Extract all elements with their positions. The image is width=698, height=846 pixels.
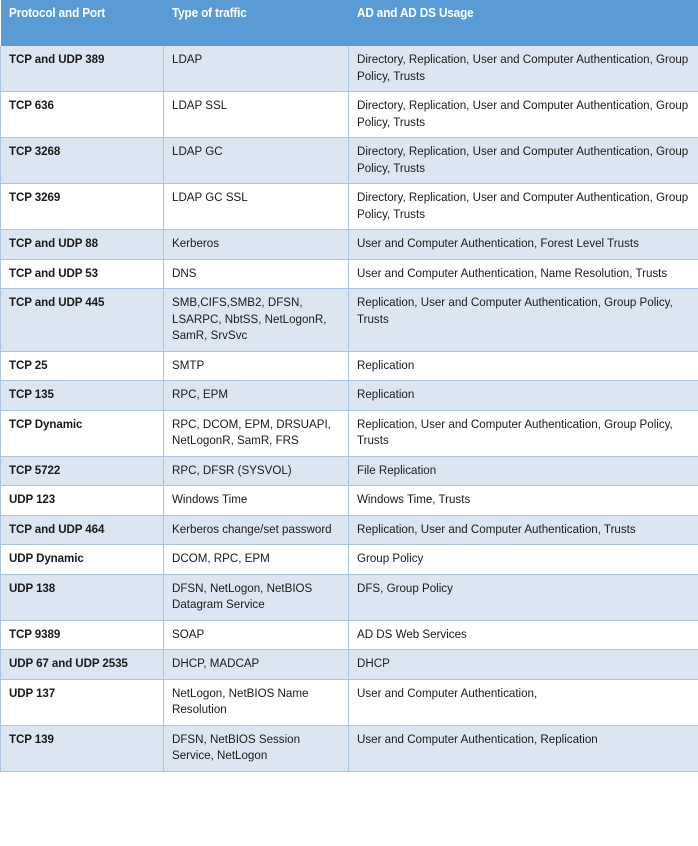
cell-protocol-and-port-text: TCP 636 [9,98,54,112]
cell-ad-usage-text: User and Computer Authentication, Replication [357,731,598,746]
cell-ad-usage [349,574,698,620]
cell-type-of-traffic-text: LDAP GC [172,144,223,158]
cell-protocol-and-port [1,620,164,650]
cell-type-of-traffic [164,574,349,620]
cell-type-of-traffic [164,351,349,381]
cell-type-of-traffic-text: DNS [172,265,197,280]
cell-ad-usage-text: User and Computer Authentication, Forest Level Trusts [357,236,639,250]
column-header-protocol-and-port: Protocol and Port [1,0,164,46]
table-row [1,381,698,411]
cell-protocol-and-port-text: TCP 5722 [9,462,61,477]
cell-protocol-and-port [1,410,164,456]
table-row [1,679,698,725]
cell-ad-usage [349,456,698,486]
cell-type-of-traffic [164,184,349,230]
cell-ad-usage [349,184,698,230]
cell-ad-usage [349,679,698,725]
cell-protocol-and-port-text: UDP 137 [9,685,56,700]
table-row [1,515,698,545]
table-header-row [1,0,698,46]
cell-type-of-traffic [164,620,349,650]
cell-ad-usage-text: Directory, Replication, User and Computer Authentication, Group Policy, Trusts [357,190,689,221]
cell-type-of-traffic [164,259,349,289]
cell-type-of-traffic [164,289,349,352]
cell-ad-usage [349,725,698,771]
table-row [1,92,698,138]
cell-ad-usage-text: Replication, User and Computer Authentication, Group Policy, Trusts [357,295,673,326]
cell-protocol-and-port-text: TCP 3269 [9,190,61,204]
cell-protocol-and-port [1,381,164,411]
cell-ad-usage-text: User and Computer Authentication, [357,685,538,700]
cell-protocol-and-port-text: TCP and UDP 88 [9,236,98,250]
cell-type-of-traffic-text: Windows Time [172,492,248,506]
cell-ad-usage-text: AD DS Web Services [357,626,467,641]
table-row [1,259,698,289]
cell-ad-usage-text: Replication [357,387,415,401]
cell-ad-usage-text: Replication, User and Computer Authentication, Trusts [357,521,636,536]
cell-type-of-traffic [164,230,349,260]
cell-ad-usage [349,545,698,575]
cell-type-of-traffic [164,515,349,545]
cell-protocol-and-port-text: TCP 135 [9,387,54,401]
cell-ad-usage-text: Group Policy [357,551,424,565]
cell-type-of-traffic-text: Kerberos change/set password [172,521,332,536]
cell-type-of-traffic [164,545,349,575]
cell-protocol-and-port-text: TCP 3268 [9,144,61,158]
cell-ad-usage-text: DFS, Group Policy [357,580,453,595]
cell-ad-usage-text: Windows Time, Trusts [357,492,471,506]
cell-protocol-and-port-text: UDP 67 and UDP 2535 [9,656,128,670]
cell-protocol-and-port [1,515,164,545]
cell-protocol-and-port-text: TCP 139 [9,731,54,746]
cell-ad-usage [349,289,698,352]
cell-type-of-traffic-text: NetLogon, NetBIOS Name Resolution [172,685,309,716]
cell-type-of-traffic [164,679,349,725]
cell-ad-usage-text: Replication [357,357,415,372]
cell-type-of-traffic-text: SMB,CIFS,SMB2, DFSN, LSARPC, NbtSS, NetLogonR, SamR, SrvSvc [172,295,327,342]
cell-ad-usage [349,92,698,138]
cell-protocol-and-port-text: UDP 123 [9,492,56,506]
cell-ad-usage-text: Directory, Replication, User and Computer Authentication, Group Policy, Trusts [357,144,689,175]
table-row [1,46,698,92]
cell-protocol-and-port [1,545,164,575]
table-row [1,289,698,352]
cell-ad-usage-text: Replication, User and Computer Authentication, Group Policy, Trusts [357,416,673,447]
cell-type-of-traffic-text: SMTP [172,357,205,372]
cell-type-of-traffic-text: RPC, EPM [172,387,228,401]
cell-protocol-and-port-text: TCP and UDP 445 [9,295,105,309]
table-row [1,545,698,575]
column-header-ad-usage: AD and AD DS Usage [349,0,698,46]
cell-ad-usage-text: Directory, Replication, User and Computer Authentication, Group Policy, Trusts [357,98,689,129]
cell-protocol-and-port [1,456,164,486]
cell-ad-usage [349,46,698,92]
cell-ad-usage [349,381,698,411]
table-row [1,230,698,260]
table-row [1,620,698,650]
cell-type-of-traffic-text: SOAP [172,626,205,641]
table-row [1,456,698,486]
cell-type-of-traffic-text: LDAP GC SSL [172,190,248,204]
table-row [1,650,698,680]
cell-type-of-traffic [164,486,349,516]
cell-protocol-and-port-text: TCP and UDP 464 [9,521,105,536]
cell-type-of-traffic [164,138,349,184]
cell-type-of-traffic [164,46,349,92]
cell-ad-usage-text: File Replication [357,462,437,477]
cell-type-of-traffic-text: Kerberos [172,236,219,250]
cell-protocol-and-port-text: TCP 9389 [9,626,61,641]
table-row [1,351,698,381]
cell-type-of-traffic-text: DFSN, NetBIOS Session Service, NetLogon [172,731,301,762]
cell-protocol-and-port [1,679,164,725]
cell-protocol-and-port-text: TCP Dynamic [9,416,83,431]
cell-protocol-and-port [1,351,164,381]
table-row [1,138,698,184]
cell-ad-usage-text: Directory, Replication, User and Computer Authentication, Group Policy, Trusts [357,52,689,83]
table-row [1,486,698,516]
column-header-type-of-traffic: Type of traffic [164,0,349,46]
cell-type-of-traffic-text: LDAP [172,52,203,66]
cell-protocol-and-port [1,725,164,771]
table-row [1,184,698,230]
table-row [1,410,698,456]
cell-protocol-and-port [1,259,164,289]
cell-type-of-traffic [164,410,349,456]
cell-ad-usage [349,410,698,456]
cell-ad-usage-text: User and Computer Authentication, Name Resolution, Trusts [357,265,668,280]
cell-protocol-and-port [1,650,164,680]
cell-protocol-and-port [1,230,164,260]
cell-ad-usage [349,138,698,184]
cell-ad-usage-text: DHCP [357,656,390,670]
cell-protocol-and-port-text: UDP 138 [9,580,56,595]
cell-type-of-traffic [164,725,349,771]
cell-protocol-and-port-text: UDP Dynamic [9,551,84,565]
cell-type-of-traffic-text: DHCP, MADCAP [172,656,260,670]
cell-type-of-traffic-text: RPC, DFSR (SYSVOL) [172,462,292,477]
table-header [1,0,698,46]
cell-type-of-traffic-text: LDAP SSL [172,98,228,112]
cell-ad-usage [349,259,698,289]
cell-type-of-traffic-text: RPC, DCOM, EPM, DRSUAPI, NetLogonR, SamR, FRS [172,416,331,447]
cell-protocol-and-port [1,486,164,516]
cell-ad-usage [349,230,698,260]
cell-type-of-traffic [164,650,349,680]
cell-type-of-traffic-text: DCOM, RPC, EPM [172,551,270,565]
cell-type-of-traffic-text: DFSN, NetLogon, NetBIOS Datagram Service [172,580,313,611]
cell-protocol-and-port-text: TCP 25 [9,357,48,372]
cell-ad-usage [349,351,698,381]
cell-protocol-and-port-text: TCP and UDP 53 [9,265,98,280]
cell-protocol-and-port [1,574,164,620]
cell-ad-usage [349,486,698,516]
cell-type-of-traffic [164,456,349,486]
table-row [1,725,698,771]
table-row [1,574,698,620]
cell-protocol-and-port [1,46,164,92]
cell-protocol-and-port-text: TCP and UDP 389 [9,52,105,66]
cell-protocol-and-port [1,289,164,352]
cell-ad-usage [349,515,698,545]
cell-protocol-and-port [1,92,164,138]
cell-protocol-and-port [1,184,164,230]
cell-type-of-traffic [164,92,349,138]
cell-protocol-and-port [1,138,164,184]
cell-ad-usage [349,650,698,680]
cell-type-of-traffic [164,381,349,411]
table-body [1,46,698,771]
cell-ad-usage [349,620,698,650]
